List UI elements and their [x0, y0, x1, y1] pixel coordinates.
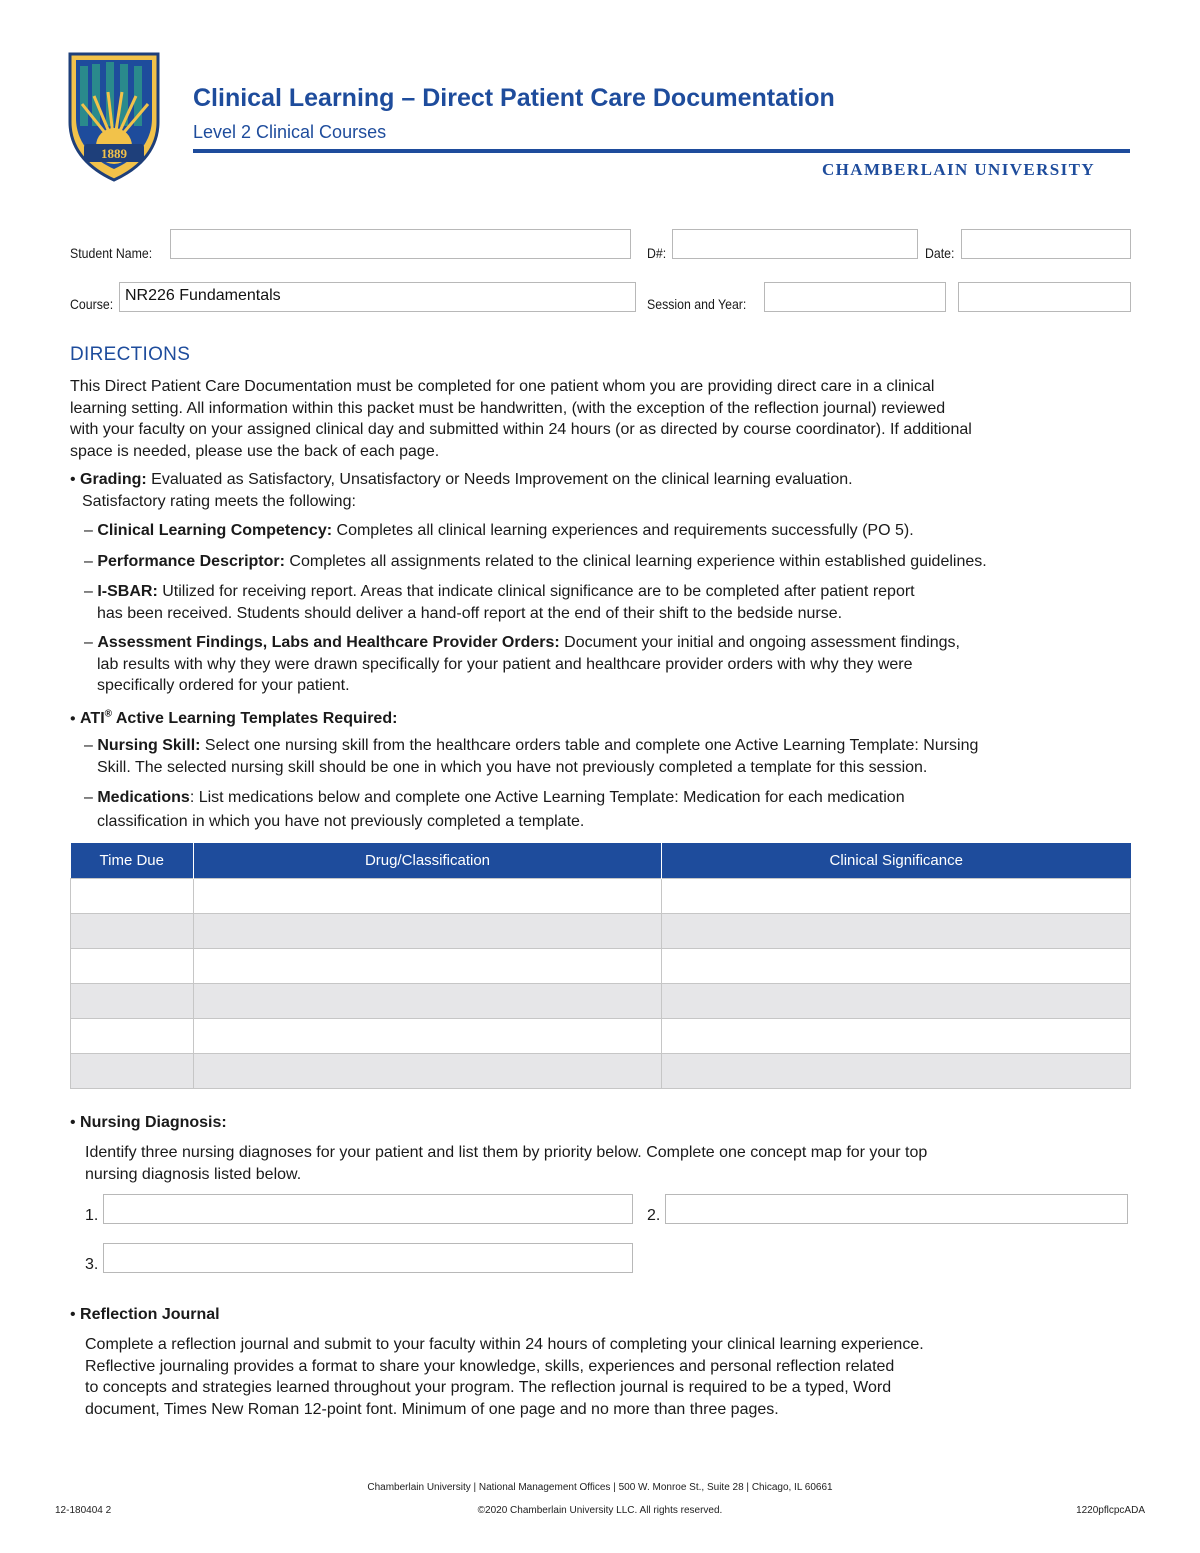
assessment-text: Document your initial and ongoing assessment findings, — [559, 634, 960, 651]
footer-address: Chamberlain University | National Management Offices | 500 W. Monroe St., Suite 28 | Chicago, IL 60661 — [367, 1482, 833, 1493]
reflection-line: document, Times New Roman 12-point font. Minimum of one page and no more than three pages. — [85, 1400, 779, 1418]
time-due-cell[interactable] — [71, 1019, 194, 1054]
university-wordmark: CHAMBERLAIN UNIVERSITY — [822, 160, 1096, 179]
medications-label: Medications — [97, 789, 190, 806]
nd-line: nursing diagnosis listed below. — [85, 1165, 302, 1183]
medication-table — [70, 843, 1131, 1089]
directions-heading: DIRECTIONS — [70, 344, 191, 365]
student-id-field[interactable] — [672, 229, 918, 259]
table-row — [71, 1054, 1131, 1089]
university-crest-logo — [66, 52, 162, 182]
performance-label: Performance Descriptor: — [97, 553, 285, 570]
nursing-skill-item: – Nursing Skill: Select one nursing skill from the healthcare orders table and complete one Active Learning Template: Nursing Skill. The selected nursing skill should be one in which you have not previously completed a template for this session. — [84, 735, 978, 778]
time-due-cell[interactable] — [71, 1054, 194, 1089]
reflection-instructions — [85, 1334, 924, 1420]
reflection-line: Complete a reflection journal and submit to your faculty within 24 hours of completing your clinical learning experience. — [85, 1336, 924, 1353]
reflection-line: to concepts and strategies learned throughout your program. The reflection journal is required to be a typed, Word — [85, 1379, 892, 1396]
table-row — [71, 879, 1131, 914]
date-field[interactable] — [961, 229, 1131, 259]
competency-label: Clinical Learning Competency: — [97, 522, 333, 539]
nd-line: Identify three nursing diagnoses for your patient and list them by priority below. Complete one concept map for your top — [85, 1144, 928, 1161]
session-field[interactable] — [764, 282, 946, 312]
page-title: Clinical Learning – Direct Patient Care Documentation — [193, 84, 835, 112]
diagnosis-2-field[interactable] — [665, 1194, 1128, 1224]
isbar-label: I-SBAR: — [97, 583, 158, 600]
student-id-label: D#: — [647, 245, 667, 261]
header-divider — [193, 149, 1130, 153]
grading-text: Evaluated as Satisfactory, Unsatisfactory or Needs Improvement on the clinical learning evaluation. — [146, 471, 853, 488]
drug-cell[interactable] — [194, 1019, 662, 1054]
reflection-section: • Reflection Journal — [70, 1306, 220, 1323]
drug-cell[interactable] — [194, 949, 662, 984]
diagnosis-3-field[interactable] — [103, 1243, 633, 1273]
isbar-line2: has been received. Students should deliver a hand-off report at the end of their shift to the bedside nurse. — [97, 604, 843, 622]
course-value: NR226 Fundamentals — [125, 287, 281, 304]
footer-form-code: 1220pflcpcADA — [1076, 1505, 1145, 1516]
significance-cell[interactable] — [662, 914, 1131, 949]
student-name-label: Student Name: — [70, 245, 153, 261]
table-row — [71, 984, 1131, 1019]
diagnosis-number-1: 1. — [85, 1207, 99, 1224]
intro-line: space is needed, please use the back of each page. — [70, 442, 440, 460]
significance-cell[interactable] — [662, 984, 1131, 1019]
nursing-diagnosis-section: • Nursing Diagnosis: — [70, 1114, 227, 1131]
medications-text: : List medications below and complete one Active Learning Template: Medication for each medication — [189, 789, 905, 806]
competency-item: – Clinical Learning Competency: Completes all clinical learning experiences and requirements successfully (PO 5). — [84, 522, 914, 539]
isbar-item: – I-SBAR: Utilized for receiving report. Areas that indicate clinical significance are to be completed after patient report has been received. Students should deliver a hand-off report at the end of their shift to the bedside nurse. — [84, 581, 915, 624]
table-row — [71, 914, 1131, 949]
year-field[interactable] — [958, 282, 1131, 312]
time-due-cell[interactable] — [71, 984, 194, 1019]
grading-line2: Satisfactory rating meets the following: — [82, 492, 356, 510]
medications-item: – Medications: List medications below and complete one Active Learning Template: Medication for each medication classification in which you have not previously completed a template. — [84, 786, 905, 834]
registered-mark: ® — [104, 709, 113, 720]
directions-intro — [70, 376, 972, 462]
time-due-cell[interactable] — [71, 914, 194, 949]
session-year-label: Session and Year: — [647, 296, 747, 312]
crest-year: 1889 — [101, 146, 127, 161]
significance-cell[interactable] — [662, 879, 1131, 914]
performance-text: Completes all assignments related to the clinical learning experience within established guidelines. — [284, 553, 987, 570]
footer-document-code: 12-180404 2 — [55, 1505, 112, 1516]
competency-text: Completes all clinical learning experiences and requirements successfully (PO 5). — [332, 522, 914, 539]
column-header-drug-classification: Drug/Classification — [194, 843, 662, 879]
time-due-cell[interactable] — [71, 949, 194, 984]
assessment-line2: lab results with why they were drawn specifically for your patient and healthcare provider orders with why they were — [97, 655, 913, 673]
intro-line: learning setting. All information within this packet must be handwritten, (with the exception of the reflection journal) reviewed — [70, 399, 946, 417]
course-field[interactable] — [119, 282, 636, 312]
drug-cell[interactable] — [194, 914, 662, 949]
isbar-text: Utilized for receiving report. Areas that indicate clinical significance are to be completed after patient report — [157, 583, 915, 600]
performance-item: – Performance Descriptor: Completes all assignments related to the clinical learning experience within established guidelines. — [84, 553, 987, 570]
drug-cell[interactable] — [194, 879, 662, 914]
assessment-line3: specifically ordered for your patient. — [97, 677, 350, 694]
reflection-line: Reflective journaling provides a format to share your knowledge, skills, experiences and personal reflection related — [85, 1357, 895, 1375]
footer-copyright: ©2020 Chamberlain University LLC. All rights reserved. — [477, 1505, 723, 1516]
significance-cell[interactable] — [662, 949, 1131, 984]
table-row — [71, 949, 1131, 984]
course-label: Course: — [70, 296, 114, 312]
ati-label: ATI — [80, 710, 105, 728]
date-label: Date: — [925, 245, 955, 261]
student-name-field[interactable] — [170, 229, 631, 259]
diagnosis-1-field[interactable] — [103, 1194, 633, 1224]
nursing-diagnosis-heading: Nursing Diagnosis: — [80, 1114, 227, 1131]
time-due-cell[interactable] — [71, 879, 194, 914]
table-row — [71, 1019, 1131, 1054]
drug-cell[interactable] — [194, 1054, 662, 1089]
table-header-row — [71, 843, 1131, 879]
significance-cell[interactable] — [662, 1019, 1131, 1054]
nursing-skill-label: Nursing Skill: — [97, 737, 201, 754]
medications-line2: classification in which you have not previously completed a template. — [97, 813, 585, 830]
diagnosis-number-3: 3. — [85, 1256, 99, 1273]
drug-cell[interactable] — [194, 984, 662, 1019]
diagnosis-number-2: 2. — [647, 1207, 661, 1224]
intro-line: with your faculty on your assigned clinical day and submitted within 24 hours (or as directed by course coordinator). If additional — [70, 421, 972, 438]
intro-line: This Direct Patient Care Documentation must be completed for one patient whom you are providing direct care in a clinical — [70, 378, 935, 395]
ati-bullet: • ATI® Active Learning Templates Required: — [70, 709, 398, 728]
page-subtitle: Level 2 Clinical Courses — [193, 122, 387, 142]
significance-cell[interactable] — [662, 1054, 1131, 1089]
ati-label-rest: Active Learning Templates Required: — [112, 710, 398, 728]
nursing-skill-line2: Skill. The selected nursing skill should be one in which you have not previously completed a template for this session. — [97, 758, 928, 776]
assessment-item: – Assessment Findings, Labs and Healthcare Provider Orders: Document your initial and ongoing assessment findings, lab results with why they were drawn specifically for your patient and healthcare provider orders with why they were specifically ordered for your patient. — [84, 632, 960, 697]
column-header-clinical-significance: Clinical Significance — [662, 843, 1131, 879]
nursing-skill-text: Select one nursing skill from the healthcare orders table and complete one Active Learning Template: Nursing — [200, 737, 979, 754]
assessment-label: Assessment Findings, Labs and Healthcare Provider Orders: — [97, 634, 560, 651]
column-header-time-due: Time Due — [71, 843, 194, 879]
nursing-diagnosis-instructions — [85, 1142, 927, 1185]
grading-bullet: • Grading: Evaluated as Satisfactory, Unsatisfactory or Needs Improvement on the clinical learning evaluation. Satisfactory rating meets the following: — [70, 469, 853, 512]
grading-label: Grading: — [80, 471, 147, 488]
reflection-heading: Reflection Journal — [80, 1306, 220, 1323]
